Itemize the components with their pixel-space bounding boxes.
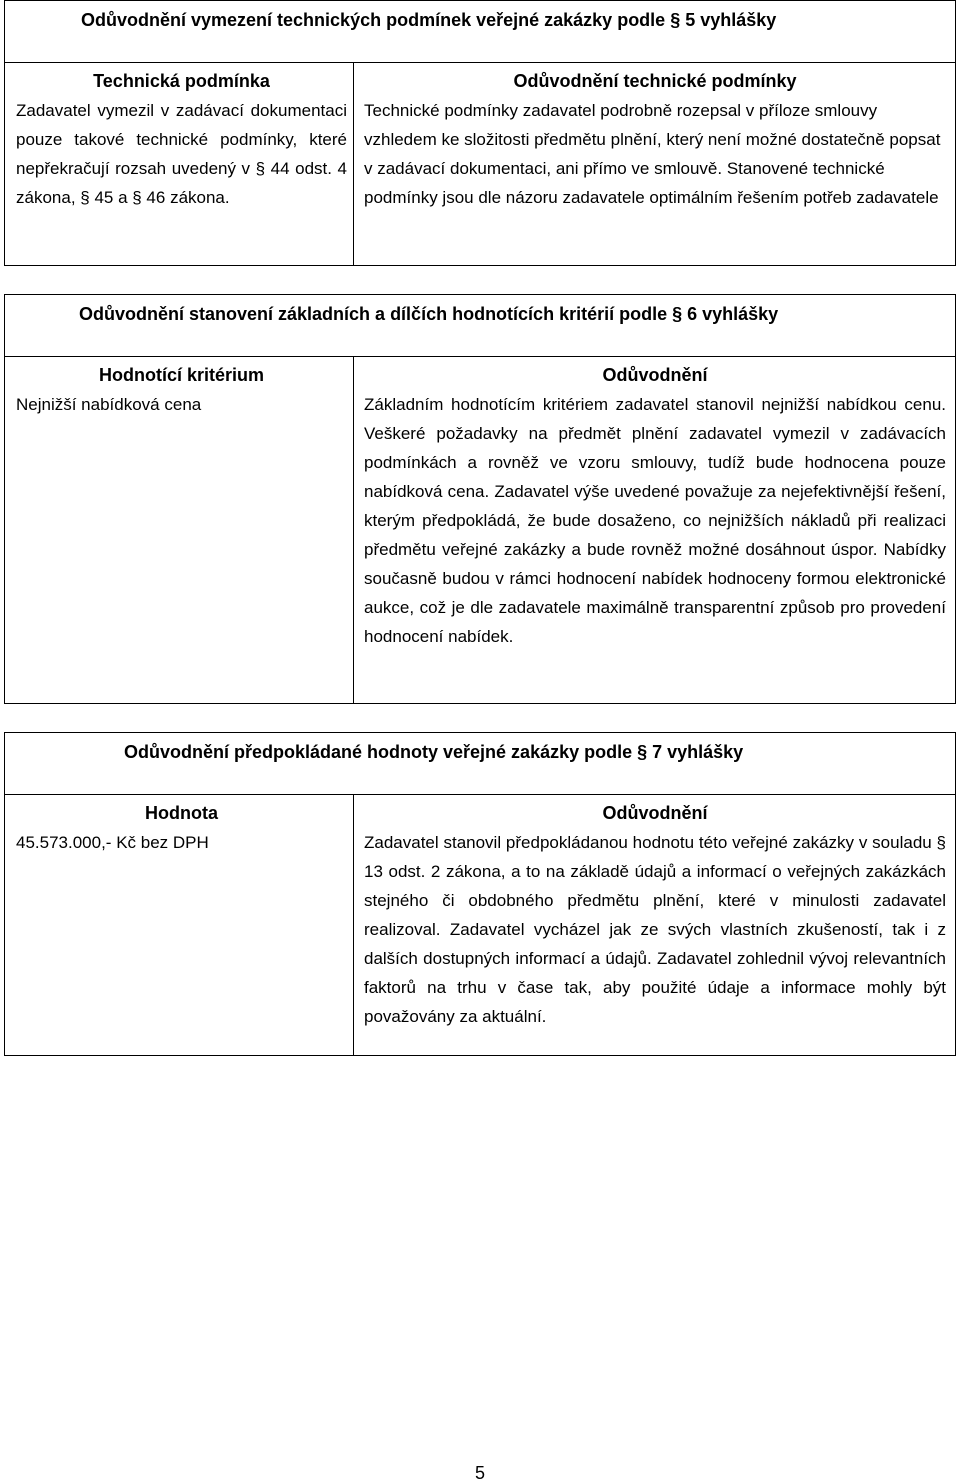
section1-title: Odůvodnění vymezení technických podmínek veřejné zakázky podle § 5 vyhlášky <box>81 10 777 30</box>
section1-right-text: Technické podmínky zadavatel podrobně rozepsal v příloze smlouvy vzhledem ke složitosti předmětu plnění, který není možné dostatečně popsat v zadávací dokumentaci, ani přímo ve smlouvě. Stanovené technické podmínky jsou dle názoru zadavatele optimálním řešením potřeb zadavatele <box>364 101 941 207</box>
section2-left-column <box>16 361 347 419</box>
section3-divider <box>353 795 354 1055</box>
section3-left-column <box>16 799 347 857</box>
section2-right-column <box>364 361 946 651</box>
section1-right-column <box>364 67 946 212</box>
section2-left-text: Nejnižší nabídková cena <box>16 395 202 414</box>
section1-left-header: Technická podmínka <box>93 71 270 91</box>
page-number: 5 <box>474 1463 485 1483</box>
section3-right-header: Odůvodnění <box>602 803 708 823</box>
section3-title-box <box>4 732 956 795</box>
section1-left-text: Zadavatel vymezil v zadávací dokumentaci pouze takové technické podmínky, které nepřekračují rozsah uvedený v § 44 odst. 4 zákona, § 45 a § 46 zákona. <box>16 101 347 207</box>
section2-divider <box>353 357 354 703</box>
section1-divider <box>353 63 354 265</box>
section3-right-text: Zadavatel stanovil předpokládanou hodnotu této veřejné zakázky v souladu § 13 odst. 2 zákona, a to na základě údajů a informací o veřejných zakázkách stejného či obdobného předmětu plnění, které v minulosti zadavatel realizoval. Zadavatel vycházel jak ze svých vlastních zkušeností, tak i z dalších dostupných informací a údajů. Zadavatel zohlednil vývoj relevantních faktorů na trhu v čase tak, aby použité údaje a informace mohly být považovány za aktuální. <box>364 833 946 1026</box>
section3-left-header: Hodnota <box>145 803 218 823</box>
section3-right-column <box>364 799 946 1031</box>
section3-table <box>4 794 956 1056</box>
section2-right-text: Základním hodnotícím kritériem zadavatel stanovil nejnižší nabídkou cenu. Veškeré požadavky na předmět plnění zadavatel vymezil v zadávacích podmínkách a rovněž ve vzoru smlouvy, tudíž bude hodnocena pouze nabídková cena. Zadavatel výše uvedené považuje za nejefektivnější řešení, kterým předpokládá, že bude dosaženo, co nejnižších nákladů při realizaci předmětu veřejné zakázky a bude rovněž možné dosáhnout úspor. Nabídky současně budou v rámci hodnocení nabídek hodnoceny formou elektronické aukce, což je dle zadavatele maximálně transparentní způsob pro provedení hodnocení nabídek. <box>364 395 946 646</box>
section2-right-header: Odůvodnění <box>602 365 708 385</box>
section2-title: Odůvodnění stanovení základních a dílčích hodnotících kritérií podle § 6 vyhlášky <box>79 304 779 324</box>
section2-left-header: Hodnotící kritérium <box>98 365 264 385</box>
section3-left-text: 45.573.000,- Kč bez DPH <box>16 833 209 852</box>
section1-table <box>4 62 956 266</box>
section2-title-box <box>4 294 956 357</box>
section1-right-header: Odůvodnění technické podmínky <box>513 71 797 91</box>
section2-table <box>4 356 956 704</box>
section1-left-column <box>16 67 347 212</box>
section3-title: Odůvodnění předpokládané hodnoty veřejné zakázky podle § 7 vyhlášky <box>124 742 744 762</box>
section1-title-box <box>4 0 956 63</box>
